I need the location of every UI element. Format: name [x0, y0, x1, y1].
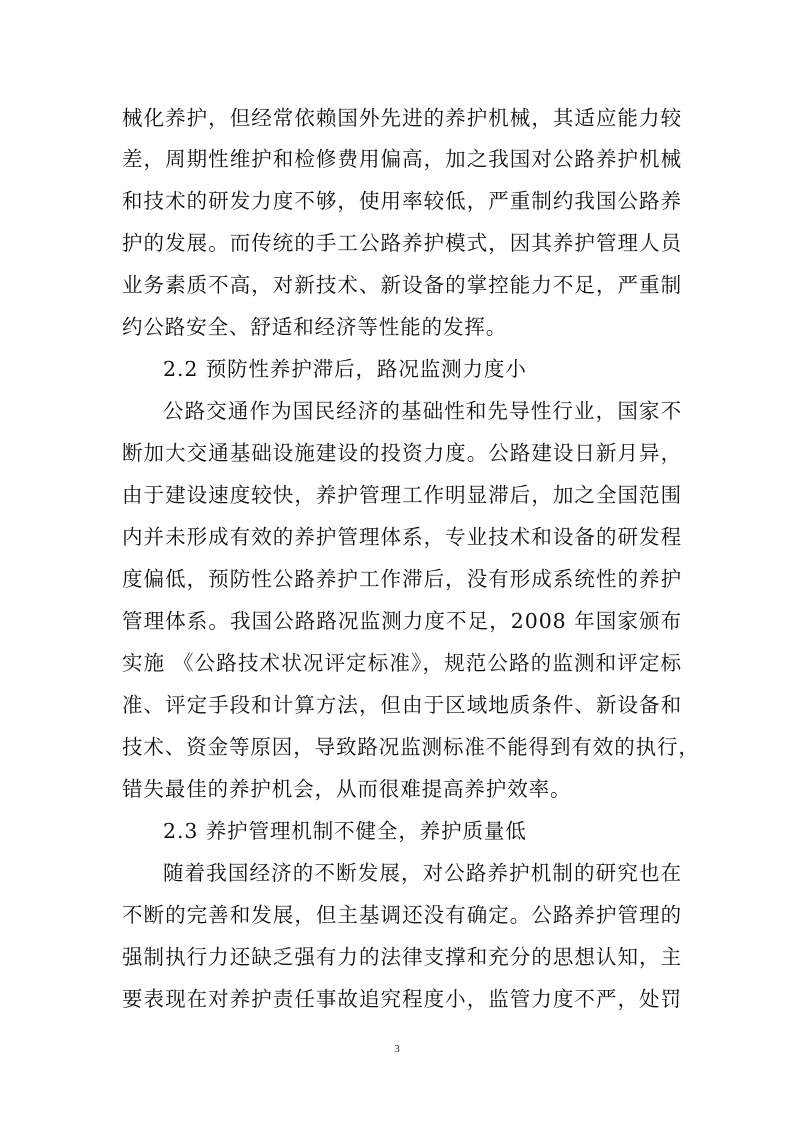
paragraph-line: 械化养护，但经常依赖国外先进的养护机械，其适应能力较: [122, 106, 682, 130]
paragraph-line: 技术、资金等原因，导致路况监测标准不能得到有效的执行，: [122, 735, 700, 759]
paragraph-line: 不断的完善和发展，但主基调还没有确定。公路养护管理的: [122, 903, 682, 927]
paragraph-line: 度偏低，预防性公路养护工作滞后，没有形成系统性的养护: [122, 567, 682, 591]
paragraph-line: 公路交通作为国民经济的基础性和先导性行业，国家不: [163, 399, 682, 423]
paragraph-line: 由于建设速度较快，养护管理工作明显滞后，加之全国范围: [122, 483, 682, 507]
paragraph-line: 和技术的研发力度不够，使用率较低，严重制约我国公路养: [122, 189, 682, 213]
paragraph-line: 业务素质不高，对新技术、新设备的掌控能力不足，严重制: [122, 273, 682, 297]
page-number: 3: [394, 1043, 400, 1055]
paragraph-line: 内并未形成有效的养护管理体系，专业技术和设备的研发程: [122, 525, 682, 549]
paragraph-line: 随着我国经济的不断发展，对公路养护机制的研究也在: [163, 861, 682, 885]
paragraph-line: 实施 《公路技术状况评定标准》，规范公路的监测和评定标: [122, 651, 682, 675]
paragraph-line: 差，周期性维护和检修费用偏高，加之我国对公路养护机械: [122, 147, 682, 171]
paragraph-line: 护的发展。而传统的手工公路养护模式，因其养护管理人员: [122, 231, 682, 255]
paragraph-line: 强制执行力还缺乏强有力的法律支撑和充分的思想认知，主: [122, 945, 682, 969]
paragraph-line: 要表现在对养护责任事故追究程度小，监管力度不严，处罚: [122, 987, 682, 1011]
paragraph-line: 约公路安全、舒适和经济等性能的发挥。: [122, 315, 508, 339]
paragraph-line: 管理体系。我国公路路况监测力度不足，2008 年国家颁布: [122, 609, 682, 633]
paragraph-line: 断加大交通基础设施建设的投资力度。公路建设日新月异，: [122, 441, 682, 465]
section-heading: 2.2 预防性养护滞后，路况监测力度小: [163, 357, 527, 381]
paragraph-line: 错失最佳的养护机会，从而很难提高养护效率。: [122, 777, 572, 801]
section-heading: 2.3 养护管理机制不健全，养护质量低: [163, 819, 527, 843]
paragraph-line: 准、评定手段和计算方法，但由于区域地质条件、新设备和: [122, 693, 682, 717]
